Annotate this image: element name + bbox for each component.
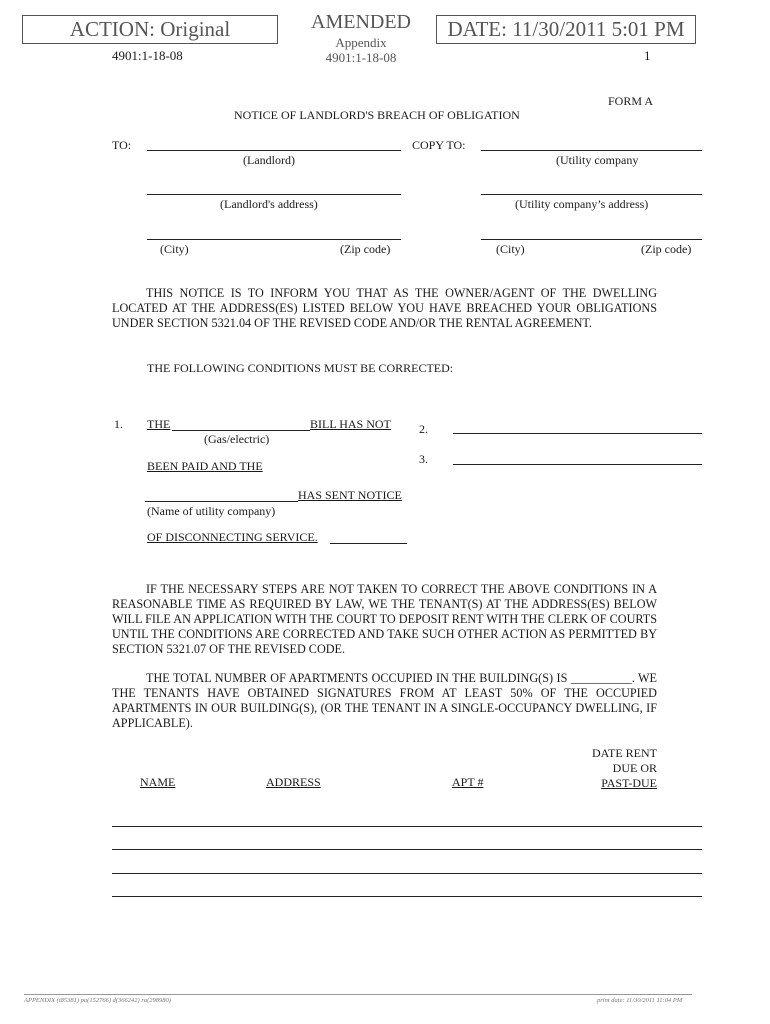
rule-number-center: 4901:1-18-08 — [325, 50, 397, 65]
zip-caption-right: (Zip code) — [641, 242, 692, 256]
utility-city-line[interactable] — [481, 239, 702, 240]
item1-number: 1. — [114, 417, 123, 431]
footer-rule — [24, 994, 692, 995]
item1-gas-line[interactable] — [172, 430, 310, 431]
col-date-header — [560, 746, 657, 791]
copy-to-label: COPY TO: — [412, 138, 466, 152]
item3-number: 3. — [419, 452, 428, 466]
form-label: FORM A — [608, 94, 654, 108]
signature-row[interactable] — [112, 896, 702, 897]
landlord-line[interactable] — [147, 150, 401, 151]
item2-line[interactable] — [453, 433, 702, 434]
signature-row[interactable] — [112, 873, 702, 874]
city-caption-left: (City) — [160, 242, 189, 256]
signature-row[interactable] — [112, 849, 702, 850]
total-paragraph-text: THE TOTAL NUMBER OF APARTMENTS OCCUPIED IN THE BUILDING(S) IS __________. WE THE TENANTS HAVE OBTAINED SIGNATURES FROM AT LEAST 50% OF THE OCCUPIED APARTMENTS IN OUR BUILDING(S), (OR THE TENANT IN A SINGLE-OCCUPANCY DWELLING, IF APPLICABLE). — [112, 671, 657, 730]
page-number: 1 — [644, 48, 651, 63]
col-name-header: NAME — [140, 775, 176, 789]
steps-paragraph-text: IF THE NECESSARY STEPS ARE NOT TAKEN TO CORRECT THE ABOVE CONDITIONS IN A REASONABLE TIME AS REQUIRED BY LAW, WE THE TENANT(S) AT THE ADDRESS(ES) BELOW WILL FILE AN APPLICATION WITH THE COURT TO DEPOSIT RENT WITH THE CLERK OF COURTS UNTIL THE CONDITIONS ARE CORRECTED AND TAKE SUCH OTHER ACTION AS PERMITTED BY SECTION 5321.07 OF THE REVISED CODE. — [112, 582, 657, 656]
item2-number: 2. — [419, 422, 428, 436]
form-title: NOTICE OF LANDLORD'S BREACH OF OBLIGATION — [234, 108, 520, 122]
item3-line[interactable] — [453, 464, 702, 465]
footer-left: APPENDIX (t85381) pa(152766) d(366242) ra(298980) — [24, 997, 171, 1004]
item1-name-caption: (Name of utility company) — [147, 504, 276, 518]
conditions-heading: THE FOLLOWING CONDITIONS MUST BE CORRECTED: — [147, 361, 454, 375]
date-box — [436, 15, 696, 44]
city-caption-right: (City) — [496, 242, 525, 256]
item1-disconnecting-line — [330, 543, 407, 544]
col-date-line2: DUE OR — [612, 761, 657, 775]
zip-caption-left: (Zip code) — [340, 242, 391, 256]
col-date-line3: PAST-DUE — [601, 776, 657, 790]
rule-number-left: 4901:1-18-08 — [112, 48, 183, 63]
signature-row[interactable] — [112, 826, 702, 827]
notice-paragraph-text: THIS NOTICE IS TO INFORM YOU THAT AS THE OWNER/AGENT OF THE DWELLING LOCATED AT THE ADDRESS(ES) LISTED BELOW YOU HAVE BREACHED YOUR OBLIGATIONS UNDER SECTION 5321.04 OF THE REVISED CODE AND/OR THE RENTAL AGREEMENT. — [112, 286, 657, 330]
landlord-address-caption: (Landlord's address) — [220, 197, 318, 211]
utility-address-caption: (Utility company’s address) — [515, 197, 649, 211]
action-label: ACTION: Original — [69, 17, 231, 41]
item1-bill: BILL HAS NOT — [310, 417, 391, 431]
steps-paragraph — [112, 582, 657, 657]
landlord-city-line[interactable] — [147, 239, 401, 240]
item1-gas-caption: (Gas/electric) — [204, 432, 270, 446]
landlord-address-line[interactable] — [147, 194, 401, 195]
utility-line[interactable] — [481, 150, 702, 151]
action-box — [22, 15, 278, 44]
col-apt-header: APT # — [452, 775, 484, 789]
total-paragraph — [112, 671, 657, 731]
col-address-header: ADDRESS — [266, 775, 321, 789]
notice-paragraph — [112, 286, 657, 331]
date-label: DATE: 11/30/2011 5:01 PM — [447, 17, 685, 41]
to-label: TO: — [112, 138, 132, 152]
utility-address-line[interactable] — [481, 194, 702, 195]
item1-been-paid: BEEN PAID AND THE — [147, 459, 263, 473]
appendix-label: Appendix — [335, 35, 387, 50]
item1-the: THE — [147, 417, 171, 431]
amended-label: AMENDED — [311, 11, 411, 33]
footer-right: print date: 11/30/2011 11:04 PM — [597, 997, 683, 1004]
landlord-caption: (Landlord) — [243, 153, 295, 167]
col-date-line1: DATE RENT — [592, 746, 657, 760]
item1-disconnecting: OF DISCONNECTING SERVICE. — [147, 530, 318, 544]
item1-company-line[interactable] — [145, 501, 298, 502]
item1-sent-notice: HAS SENT NOTICE — [298, 488, 402, 502]
utility-caption: (Utility company — [556, 153, 639, 167]
